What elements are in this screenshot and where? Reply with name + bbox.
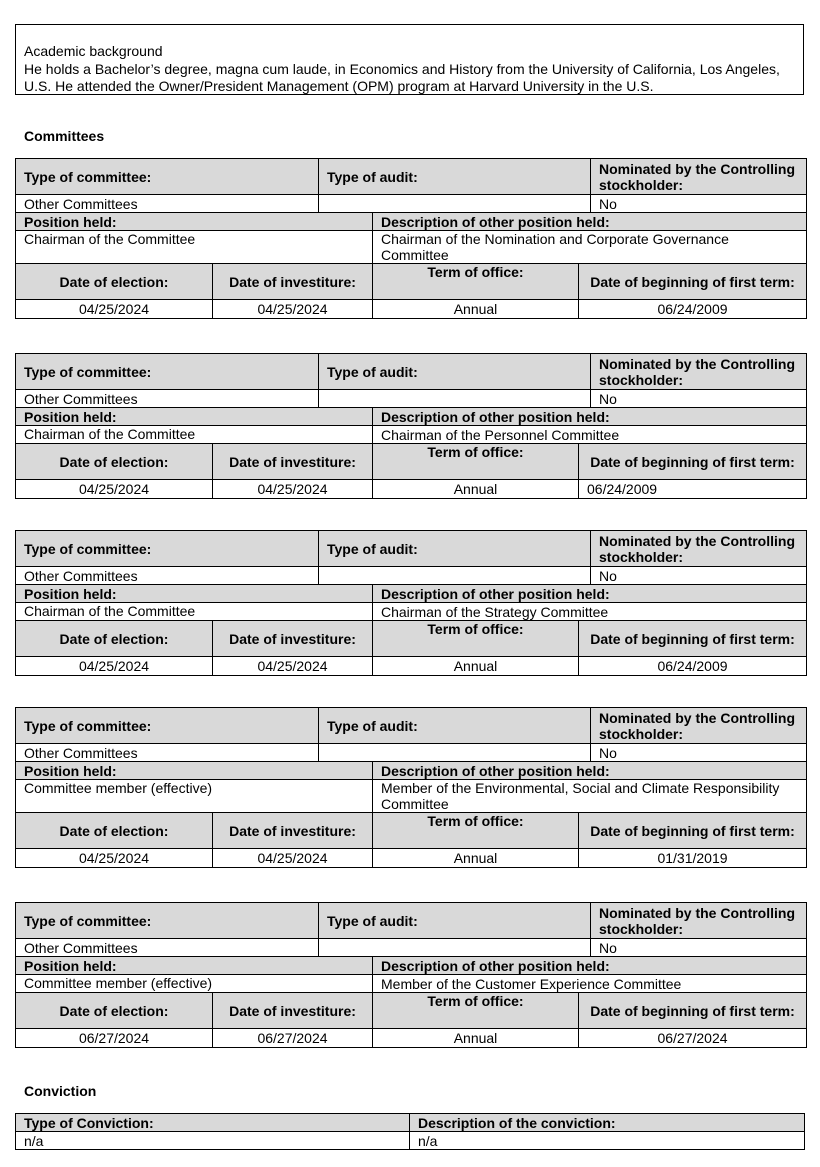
nominated-label: Nominated by the Controlling stockholder: xyxy=(591,354,807,390)
term-of-office-label: Term of office: xyxy=(373,621,579,657)
academic-title: Academic background xyxy=(24,43,163,59)
type-of-audit-value xyxy=(319,390,591,408)
position-held-label: Position held: xyxy=(16,762,373,780)
position-held-label: Position held: xyxy=(16,408,373,426)
position-held-value: Committee member (effective) xyxy=(16,780,373,813)
term-of-office-label: Term of office: xyxy=(373,264,579,300)
date-first-term-value: 06/27/2024 xyxy=(579,1029,807,1048)
date-of-investiture-value: 04/25/2024 xyxy=(213,657,373,676)
type-of-audit-label: Type of audit: xyxy=(319,531,591,567)
committees-heading: Committees xyxy=(24,128,105,144)
nominated-value: No xyxy=(591,744,807,762)
term-of-office-label: Term of office: xyxy=(373,813,579,849)
date-of-investiture-label: Date of investiture: xyxy=(213,264,373,300)
conviction-description-value: n/a xyxy=(410,1132,805,1150)
date-of-election-value: 04/25/2024 xyxy=(16,657,213,676)
type-of-committee-value: Other Committees xyxy=(16,390,319,408)
date-of-election-label: Date of election: xyxy=(16,621,213,657)
nominated-value: No xyxy=(591,567,807,585)
type-of-committee-label: Type of committee: xyxy=(16,531,319,567)
conviction-description-label: Description of the conviction: xyxy=(410,1114,805,1132)
type-of-audit-label: Type of audit: xyxy=(319,708,591,744)
date-of-investiture-value: 04/25/2024 xyxy=(213,480,373,499)
committee-table xyxy=(15,530,806,676)
date-of-election-value: 04/25/2024 xyxy=(16,300,213,319)
academic-background-box xyxy=(15,24,804,95)
nominated-value: No xyxy=(591,390,807,408)
nominated-label: Nominated by the Controlling stockholder: xyxy=(591,903,807,939)
description-other-label: Description of other position held: xyxy=(373,762,807,780)
position-held-value: Chairman of the Committee xyxy=(16,426,373,444)
description-other-label: Description of other position held: xyxy=(373,957,807,975)
type-of-committee-label: Type of committee: xyxy=(16,708,319,744)
date-of-election-value: 04/25/2024 xyxy=(16,480,213,499)
date-of-election-label: Date of election: xyxy=(16,264,213,300)
term-of-office-value: Annual xyxy=(373,849,579,868)
nominated-label: Nominated by the Controlling stockholder: xyxy=(591,708,807,744)
date-of-election-value: 04/25/2024 xyxy=(16,849,213,868)
term-of-office-value: Annual xyxy=(373,657,579,676)
type-of-audit-value xyxy=(319,195,591,213)
date-of-election-label: Date of election: xyxy=(16,813,213,849)
position-held-value: Committee member (effective) xyxy=(16,975,373,993)
conviction-type-value: n/a xyxy=(16,1132,410,1150)
conviction-heading: Conviction xyxy=(24,1083,97,1099)
date-of-investiture-label: Date of investiture: xyxy=(213,993,373,1029)
date-of-election-label: Date of election: xyxy=(16,993,213,1029)
term-of-office-value: Annual xyxy=(373,300,579,319)
committee-table xyxy=(15,158,806,319)
type-of-audit-value xyxy=(319,939,591,957)
nominated-value: No xyxy=(591,939,807,957)
type-of-committee-value: Other Committees xyxy=(16,939,319,957)
term-of-office-value: Annual xyxy=(373,1029,579,1048)
type-of-committee-value: Other Committees xyxy=(16,195,319,213)
date-first-term-label: Date of beginning of first term: xyxy=(579,993,807,1029)
description-other-label: Description of other position held: xyxy=(373,585,807,603)
description-other-label: Description of other position held: xyxy=(373,213,807,231)
committee-table xyxy=(15,353,806,499)
date-of-investiture-value: 04/25/2024 xyxy=(213,300,373,319)
position-held-value: Chairman of the Committee xyxy=(16,603,373,621)
description-other-value: Chairman of the Nomination and Corporate Governance Committee xyxy=(373,231,807,264)
date-of-investiture-value: 04/25/2024 xyxy=(213,849,373,868)
conviction-table xyxy=(15,1113,805,1150)
description-other-value: Member of the Customer Experience Committee xyxy=(373,975,807,993)
date-of-election-value: 06/27/2024 xyxy=(16,1029,213,1048)
committee-table xyxy=(15,707,806,868)
type-of-committee-value: Other Committees xyxy=(16,744,319,762)
date-of-investiture-label: Date of investiture: xyxy=(213,813,373,849)
date-of-investiture-label: Date of investiture: xyxy=(213,621,373,657)
type-of-committee-label: Type of committee: xyxy=(16,159,319,195)
nominated-label: Nominated by the Controlling stockholder: xyxy=(591,531,807,567)
nominated-label: Nominated by the Controlling stockholder: xyxy=(591,159,807,195)
position-held-label: Position held: xyxy=(16,957,373,975)
date-first-term-label: Date of beginning of first term: xyxy=(579,264,807,300)
date-first-term-value: 01/31/2019 xyxy=(579,849,807,868)
committee-table xyxy=(15,902,806,1048)
position-held-label: Position held: xyxy=(16,213,373,231)
date-first-term-label: Date of beginning of first term: xyxy=(579,621,807,657)
term-of-office-value: Annual xyxy=(373,480,579,499)
type-of-audit-label: Type of audit: xyxy=(319,903,591,939)
date-of-election-label: Date of election: xyxy=(16,444,213,480)
academic-text: He holds a Bachelor’s degree, magna cum laude, in Economics and History from the University of California, Los Angeles, U.S. He attended the Owner/President Management (OPM) program at Harvard University in the U.S. xyxy=(24,60,780,94)
date-first-term-label: Date of beginning of first term: xyxy=(579,813,807,849)
date-first-term-label: Date of beginning of first term: xyxy=(579,444,807,480)
description-other-value: Chairman of the Personnel Committee xyxy=(373,426,807,444)
type-of-audit-label: Type of audit: xyxy=(319,159,591,195)
position-held-label: Position held: xyxy=(16,585,373,603)
type-of-committee-label: Type of committee: xyxy=(16,903,319,939)
type-of-committee-label: Type of committee: xyxy=(16,354,319,390)
date-first-term-value: 06/24/2009 xyxy=(579,300,807,319)
type-of-committee-value: Other Committees xyxy=(16,567,319,585)
conviction-type-label: Type of Conviction: xyxy=(16,1114,410,1132)
type-of-audit-value xyxy=(319,744,591,762)
date-of-investiture-label: Date of investiture: xyxy=(213,444,373,480)
description-other-label: Description of other position held: xyxy=(373,408,807,426)
position-held-value: Chairman of the Committee xyxy=(16,231,373,264)
nominated-value: No xyxy=(591,195,807,213)
description-other-value: Chairman of the Strategy Committee xyxy=(373,603,807,621)
description-other-value: Member of the Environmental, Social and Climate Responsibility Committee xyxy=(373,780,807,813)
type-of-audit-label: Type of audit: xyxy=(319,354,591,390)
term-of-office-label: Term of office: xyxy=(373,993,579,1029)
date-of-investiture-value: 06/27/2024 xyxy=(213,1029,373,1048)
date-first-term-value: 06/24/2009 xyxy=(579,480,807,499)
term-of-office-label: Term of office: xyxy=(373,444,579,480)
date-first-term-value: 06/24/2009 xyxy=(579,657,807,676)
type-of-audit-value xyxy=(319,567,591,585)
